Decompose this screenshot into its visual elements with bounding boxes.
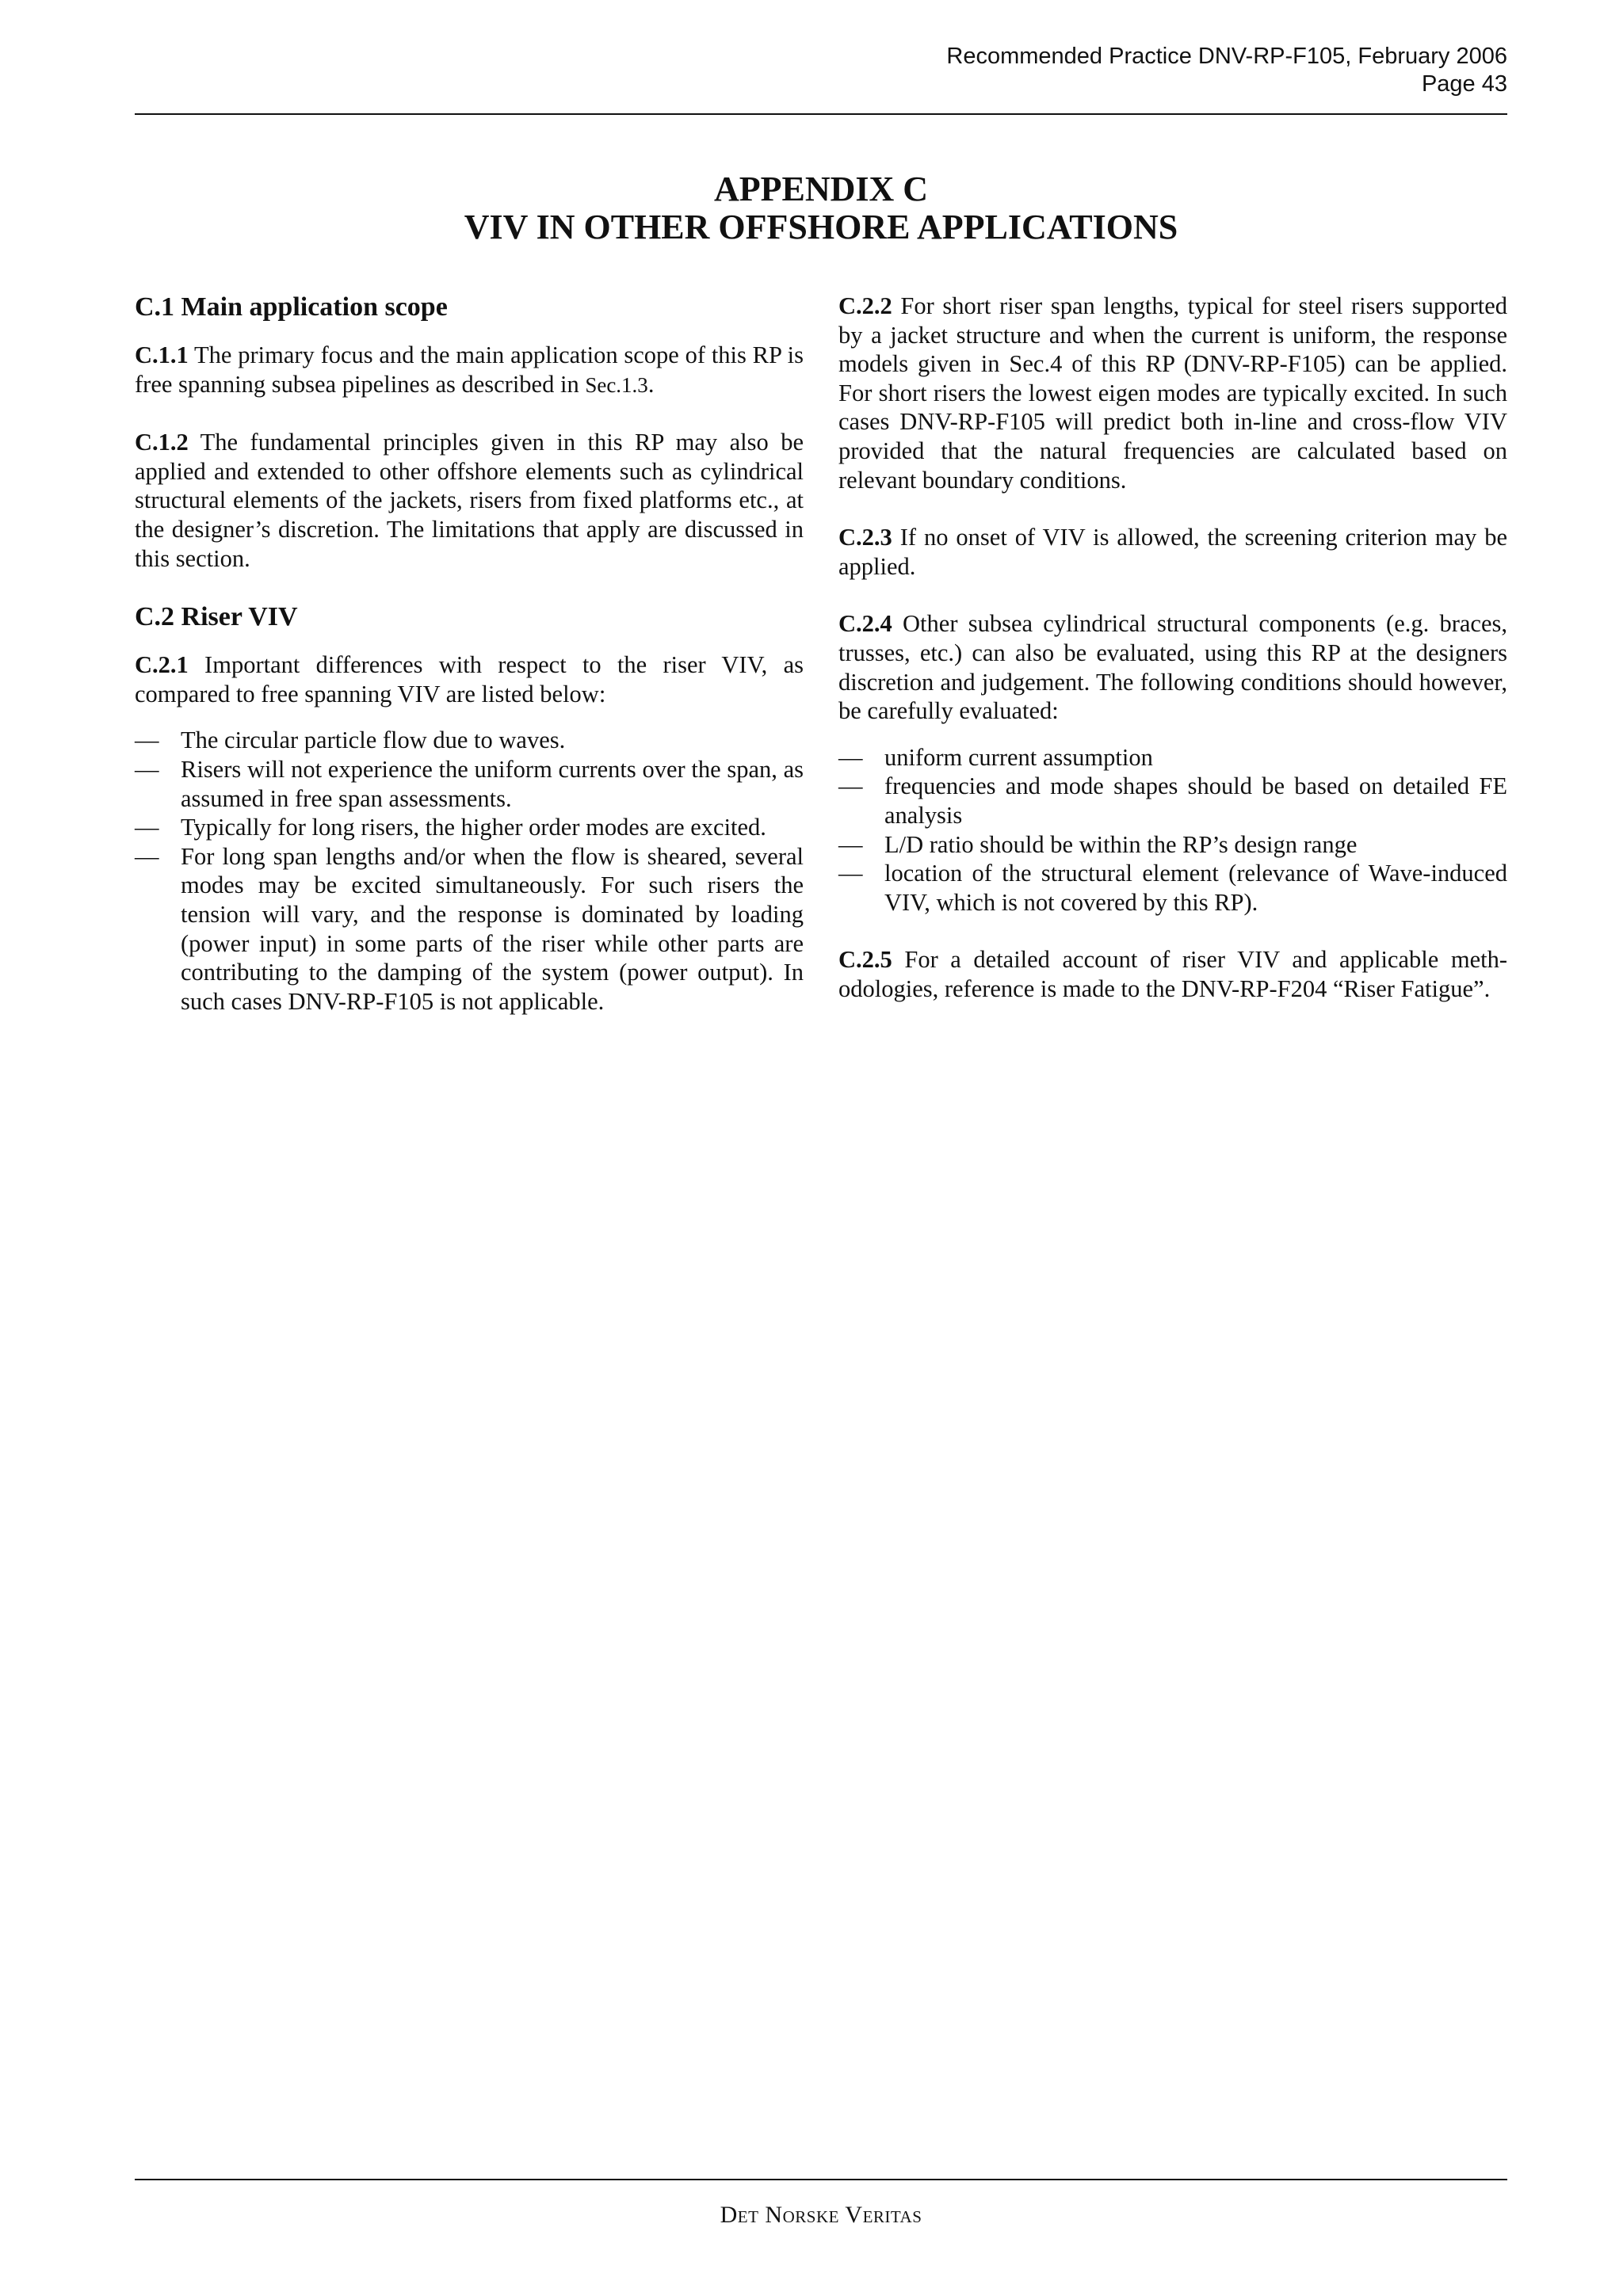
list-item: [135, 726, 804, 755]
riser-differences-list: [135, 726, 804, 1016]
header-rule: [135, 113, 1507, 115]
paragraph-c1-1: [135, 341, 804, 399]
dash-marker: —: [838, 860, 863, 887]
running-header: [135, 43, 1507, 98]
list-item-text: The circular particle flow due to waves.: [181, 727, 566, 754]
list-item: [838, 743, 1507, 772]
dash-marker: —: [135, 727, 159, 754]
paragraph-text-continued: of this RP (DNV-RP-F105) can be applied. For short risers the lowest eigen modes are typically excited. In such cases DNV-RP-F105 will predict both in-line and cross-flow VIV provided that the natural frequencies are calculated based on relevant boundary conditions.: [838, 350, 1507, 494]
dash-marker: —: [135, 842, 159, 870]
paragraph-number: C.1.2: [135, 429, 189, 456]
paragraph-text: If no onset of VIV is allowed, the screening criterion may be applied.: [838, 524, 1507, 580]
paragraph-number: C.1.1: [135, 341, 189, 368]
paragraph-c2-1: [135, 650, 804, 708]
section-heading-c2: C.2 Riser VIV: [135, 602, 298, 632]
dash-marker: —: [838, 772, 863, 800]
paragraph-text: For a detailed account of riser VIV and applicable methodologies, reference is made to the DNV-RP-F204 “Riser Fatigue”.: [838, 946, 1507, 1002]
paragraph-c2-4: [838, 609, 1507, 725]
paragraph-number: C.2.2: [838, 292, 892, 319]
appendix-title: [135, 170, 1507, 246]
list-item-text: Typically for long risers, the higher order modes are excited.: [181, 814, 766, 841]
paragraph-c2-5: [838, 945, 1507, 1003]
paragraph-c2-2: [838, 292, 1507, 494]
section-heading-c1: C.1 Main application scope: [135, 292, 448, 322]
left-column: [135, 292, 804, 1044]
section-reference: Sec.4: [1009, 350, 1063, 378]
list-item-text: uniform current assumption: [884, 743, 1153, 771]
section-reference: Sec.1.3: [585, 372, 648, 397]
appendix-subtitle: VIV IN OTHER OFFSHORE APPLICATIONS: [464, 208, 1178, 246]
list-item: [838, 859, 1507, 917]
evaluation-conditions-list: [838, 743, 1507, 917]
right-column: [838, 292, 1507, 1032]
paragraph-text: For short riser span lengths, typical for steel risers supported by a jacket structure and when the current is uniform, the response models given in: [838, 292, 1507, 378]
running-footer: [135, 2201, 1507, 2229]
paragraph-text: Important differences with respect to the riser VIV, as compared to free spanning VIV are listed below:: [135, 651, 804, 707]
list-item: [135, 755, 804, 813]
dash-marker: —: [135, 755, 159, 783]
appendix-label: APPENDIX C: [713, 170, 929, 208]
paragraph-number: C.2.5: [838, 946, 892, 974]
paragraph-text: The fundamental principles given in this RP may also be applied and extended to other offshore elements such as cylindrical structural elements of the jackets, risers from fixed platforms etc., at the designer’s discretion. The limitations that apply are discussed in this section.: [135, 429, 804, 572]
list-item-text: frequencies and mode shapes should be based on detailed FE analysis: [884, 772, 1507, 829]
publisher-name: Det Norske Veritas: [720, 2202, 922, 2228]
paragraph-text-end: .: [647, 370, 655, 398]
list-item: [135, 813, 804, 842]
list-item-text: L/D ratio should be within the RP’s design range: [884, 830, 1358, 858]
list-item-text: For long span lengths and/or when the flow is sheared, several modes may be excited simultaneously. For such risers the tension will vary, and the response is dominated by loading (power input) in some parts of the riser while other parts are contributing to the damping of the system (power output). In such cases DNV-RP-F105 is not applicable.: [181, 842, 804, 1015]
header-document-id: Recommended Practice DNV-RP-F105, February 2006: [946, 44, 1507, 69]
list-item-text: location of the structural element (relevance of Wave-induced VIV, which is not covered by this RP).: [884, 860, 1507, 916]
list-item-text: Risers will not experience the uniform currents over the span, as assumed in free span assessments.: [181, 755, 804, 812]
paragraph-number: C.2.4: [838, 610, 892, 638]
dash-marker: —: [135, 814, 159, 841]
dash-marker: —: [838, 743, 863, 771]
footer-rule: [135, 2179, 1507, 2180]
paragraph-text: Other subsea cylindrical structural components (e.g. braces, trusses, etc.) can also be evaluated, using this RP at the designers discretion and judgement. The following conditions should however, be carefully evaluated:: [838, 610, 1507, 725]
paragraph-c2-3: [838, 523, 1507, 581]
paragraph-c1-2: [135, 428, 804, 573]
list-item: [838, 772, 1507, 830]
list-item: [135, 842, 804, 1016]
paragraph-text: The primary focus and the main application scope of this RP is free spanning subsea pipelines as described in: [135, 341, 804, 398]
paragraph-number: C.2.1: [135, 651, 189, 679]
header-page-number: Page 43: [1421, 71, 1507, 97]
list-item: [838, 830, 1507, 860]
paragraph-number: C.2.3: [838, 524, 892, 551]
dash-marker: —: [838, 830, 863, 858]
